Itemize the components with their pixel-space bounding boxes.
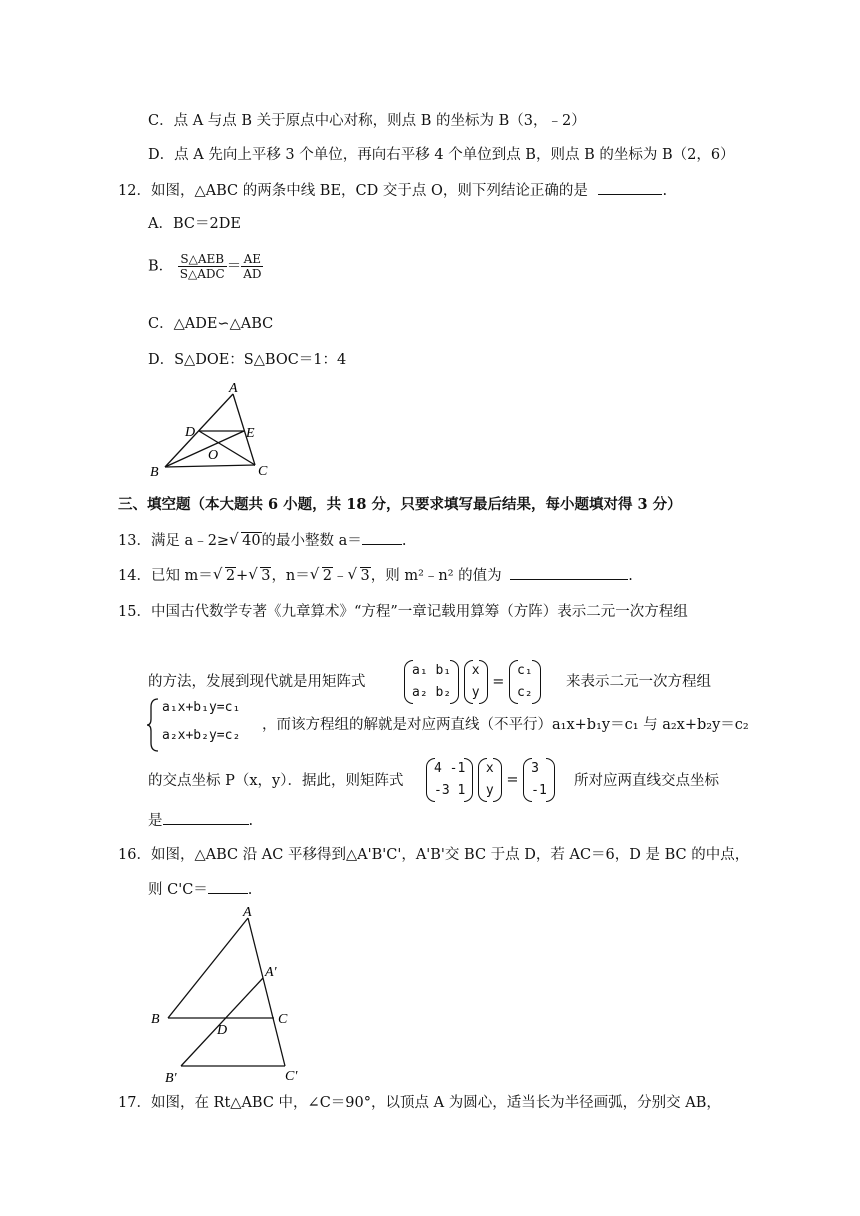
q13-text-after: 的最小整数 a＝ [261, 533, 362, 549]
paren-right [546, 758, 555, 802]
label-b: B [150, 465, 159, 480]
q15-line-2b: 来表示二元一次方程组 [566, 674, 711, 690]
equals-sign: ＝ [226, 258, 242, 275]
matrix-row: x [471, 663, 480, 678]
label-d: D [185, 425, 196, 440]
q15-answer-blank[interactable] [163, 810, 249, 825]
fraction-denominator: AD [243, 267, 262, 281]
matrix-row: y [485, 783, 494, 798]
q11-option-c: C．点 A 与点 B 关于原点中心对称，则点 B 的坐标为 B（3，﹣2） [148, 113, 586, 129]
variable-vector [478, 758, 502, 802]
equals-sign: = [492, 674, 505, 690]
q12-option-b [148, 252, 263, 281]
q12-answer-blank[interactable] [598, 180, 662, 195]
q13-end: . [401, 533, 407, 549]
radicand: 2 [322, 568, 333, 584]
side-ab [168, 918, 248, 1018]
system-equation-1: a₁x+b₁y=c₁ [162, 700, 241, 715]
q14-end: . [628, 568, 633, 584]
fraction-numerator: AE [241, 252, 263, 267]
variable-vector [464, 660, 488, 704]
q16-answer-blank[interactable] [208, 879, 248, 894]
q13-text-before: 13．满足 a﹣2≥ [118, 533, 230, 549]
paren-right [464, 758, 473, 802]
section-3-heading: 三、填空题（本大题共 6 小题，共 18 分，只要求填写最后结果，每小题填对得 3 分） [118, 496, 682, 513]
q11-option-d: D．点 A 先向上平移 3 个单位，再向右平移 4 个单位到点 B，则点 B 的坐标为 B（2，6） [148, 147, 735, 163]
paren-left [478, 758, 487, 802]
median-be [165, 431, 244, 467]
q14-sqrt-4 [348, 566, 371, 586]
paren-left [426, 758, 435, 802]
q14-sqrt-3 [310, 566, 333, 586]
q16-line-1: 16．如图，△ABC 沿 AC 平移得到△A'B'C'，A'B'交 BC 于点 D，若 AC＝6，D 是 BC 的中点， [118, 847, 750, 863]
label-b: B [151, 1012, 160, 1027]
q15-line-2a: 的方法，发展到现代就是用矩阵式 [148, 674, 366, 690]
q14-text-after: ，则 m²﹣n² 的值为 [370, 568, 502, 584]
q14-sqrt-2 [248, 566, 271, 586]
constant-vector [523, 758, 555, 802]
equals-sign: = [506, 772, 519, 788]
matrix-row: a₂ b₂ [412, 685, 452, 700]
q12-stem-end: . [662, 183, 668, 199]
q13 [118, 530, 406, 551]
q15-matrix-equation-general [404, 660, 541, 704]
q12-option-b-label: B． [148, 258, 174, 275]
q14-answer-blank[interactable] [510, 565, 628, 580]
fraction-denominator: S△ADC [179, 267, 225, 281]
radicand: 3 [360, 568, 370, 584]
label-b-prime: B' [165, 1071, 177, 1086]
label-a: A [229, 381, 238, 396]
label-d: D [217, 1023, 228, 1038]
q12-option-c: C．△ADE∽△ABC [148, 316, 274, 332]
q16-translation-figure [145, 900, 315, 1090]
label-o: O [208, 448, 219, 463]
label-e: E [246, 426, 255, 441]
side-a1b1 [181, 978, 263, 1066]
paren-right [479, 660, 488, 704]
q15-line-3: ，而该方程组的解就是对应两直线（不平行）a₁x+b₁y＝c₁ 与 a₂x+b₂y＝c₂ [262, 717, 749, 733]
q12-stem-text: 12．如图，△ABC 的两条中线 BE，CD 交于点 O，则下列结论正确的是 [118, 183, 588, 199]
paren-left [523, 758, 532, 802]
matrix-row: a₁ b₁ [412, 663, 452, 678]
q15-end: . [248, 813, 254, 829]
matrix-row: 4 -1 [434, 761, 466, 776]
q16-text: 则 C'C＝ [148, 882, 208, 898]
fraction-numerator: S△AEB [178, 252, 227, 267]
q14-text-before: 14．已知 m＝ [118, 568, 213, 584]
label-a: A [243, 905, 252, 920]
matrix-row: c₁ [516, 663, 533, 678]
label-a-prime: A' [265, 965, 277, 980]
q12-stem [118, 180, 667, 201]
label-c-prime: C' [285, 1069, 298, 1084]
paren-right [532, 660, 541, 704]
q17-line-1: 17．如图，在 Rt△ABC 中，∠C＝90°，以顶点 A 为圆心，适当长为半径画弧，分别交 AB， [118, 1095, 721, 1111]
q14-text-mid: ，n＝ [271, 568, 310, 584]
side-bc [165, 465, 255, 467]
minus-sign: ﹣ [333, 568, 348, 584]
matrix-row: -1 [531, 783, 547, 798]
q16-end: . [247, 882, 253, 898]
q14-sqrt-1 [213, 566, 236, 586]
system-equation-2: a₂x+b₂y=c₂ [162, 728, 241, 743]
q15-line-5 [148, 810, 253, 831]
coefficient-matrix [426, 758, 473, 802]
q15-line-1: 15．中国古代数学专著《九章算术》“方程”一章记载用算筹（方阵）表示二元一次方程组 [118, 604, 688, 620]
q14 [118, 565, 633, 586]
system-brace [146, 697, 160, 753]
label-c: C [258, 464, 268, 479]
q16-line-2 [148, 879, 252, 900]
q12-option-b-fraction-right [241, 252, 263, 281]
matrix-row: -3 1 [434, 783, 466, 798]
q13-sqrt [229, 531, 261, 551]
paren-left [509, 660, 518, 704]
q15-text-shi: 是 [148, 813, 163, 829]
constant-vector [509, 660, 541, 704]
q15-line-4a: 的交点坐标 P（x，y）．据此，则矩阵式 [148, 773, 404, 789]
paren-right [493, 758, 502, 802]
plus-sign: + [236, 568, 249, 584]
radicand: 3 [261, 568, 271, 584]
q15-line-4b: 所对应两直线交点坐标 [574, 773, 719, 789]
matrix-row: 3 [531, 761, 539, 776]
matrix-row: c₂ [516, 685, 533, 700]
radicand: 2 [225, 568, 236, 584]
paren-left [404, 660, 413, 704]
q12-option-a: A．BC＝2DE [148, 216, 241, 232]
q12-option-b-fraction-left [178, 252, 227, 281]
q13-radicand: 40 [242, 533, 261, 549]
q13-answer-blank[interactable] [362, 530, 402, 545]
matrix-row: y [471, 685, 480, 700]
q12-option-d: D．S△DOE：S△BOC＝1：4 [148, 352, 347, 368]
matrix-row: x [485, 761, 494, 776]
q12-triangle-figure [145, 380, 275, 480]
line-ac-extended [248, 918, 285, 1066]
paren-right [450, 660, 459, 704]
label-c: C [278, 1012, 288, 1027]
paren-left [464, 660, 473, 704]
q15-matrix-equation-specific [426, 758, 555, 802]
coefficient-matrix [404, 660, 459, 704]
